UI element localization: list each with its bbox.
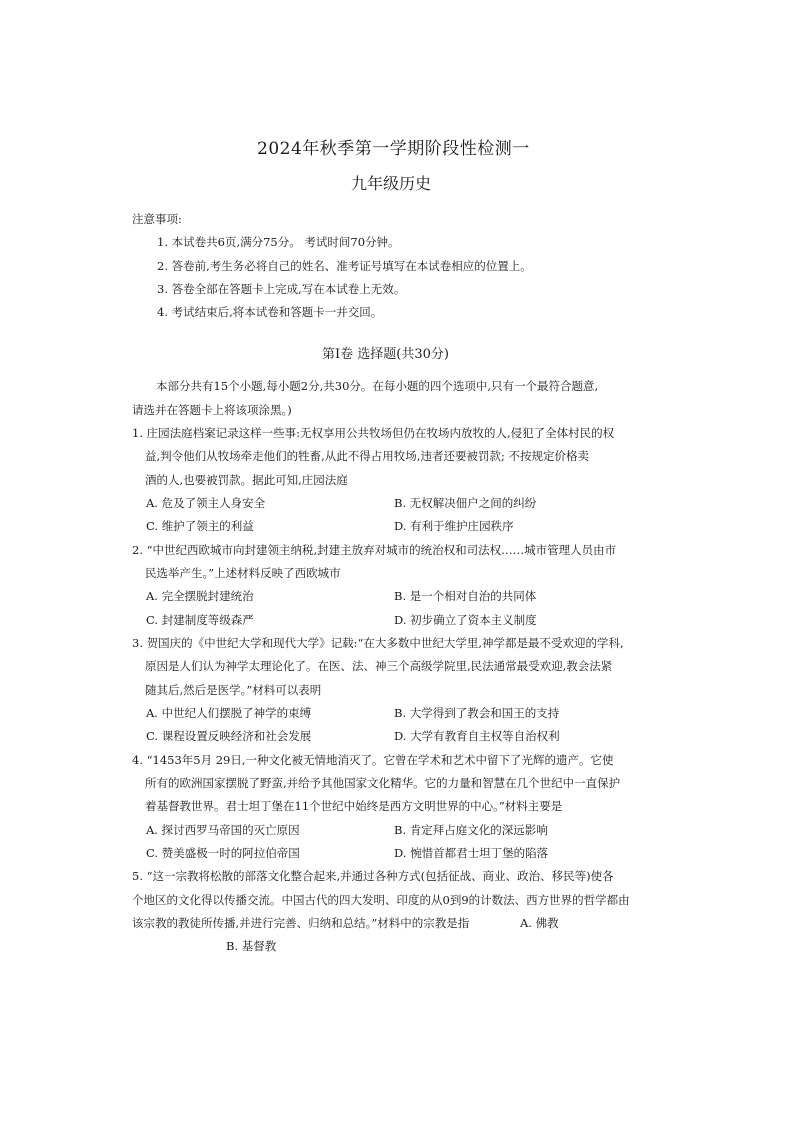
question-3-text: 3. 贺国庆的《中世纪大学和现代大学》记载:“在大多数中世纪大学里,神学都是最不受欢迎的学科,	[132, 636, 624, 650]
question-3-option-b: B. 大学得到了教会和国王的支持	[394, 706, 560, 720]
question-1-text: 1. 庄园法庭档案记录这样一些事:无权享用公共牧场但仍在牧场内放牧的人,侵犯了全体村民的权	[132, 426, 615, 440]
section-title: 第Ⅰ卷 选择题(共30分)	[322, 347, 449, 362]
question-5-text: 5. “这一宗教将松散的部落文化整合起来,并通过各种方式(包括征战、商业、政治、移民等)使各	[132, 869, 614, 883]
notes-item: 3. 答卷全部在答题卡上完成,写在本试卷上无效。	[157, 282, 406, 296]
question-3-option-c: C. 课程设置反映经济和社会发展	[146, 729, 312, 743]
question-2-option-d: D. 初步确立了资本主义制度	[394, 613, 537, 627]
question-1-option-c: C. 维护了领主的利益	[146, 519, 254, 533]
question-2-text: 2. “中世纪西欧城市向封建领主纳税,封建主放弃对城市的统治权和司法权……城市管理人员由市	[132, 543, 617, 557]
question-2-option-a: A. 完全摆脱封建统治	[146, 589, 254, 603]
notes-heading: 注意事项:	[132, 212, 182, 226]
exam-subject: 九年级历史	[351, 174, 432, 193]
question-4-option-d: D. 惋惜首都君士坦丁堡的陷落	[394, 846, 549, 860]
notes-item: 4. 考试结束后,将本试卷和答题卡一并交回。	[157, 305, 383, 319]
question-3-text: 随其后,然后是医学。”材料可以表明	[145, 683, 322, 697]
notes-item: 1. 本试卷共6页,满分75分。 考试时间70分钟。	[157, 235, 400, 249]
question-2-option-b: B. 是一个相对自治的共同体	[394, 589, 537, 603]
question-4-option-a: A. 探讨西罗马帝国的灭亡原因	[146, 823, 300, 837]
question-1-text: 酒的人,也要被罚款。据此可知,庄园法庭	[145, 473, 348, 487]
question-4-text: 所有的欧洲国家摆脱了野蛮,并给予其他国家文化精华。它的力量和智慧在几个世纪中一直保护	[145, 776, 621, 790]
notes-item: 2. 答卷前,考生务必将自己的姓名、准考证号填写在本试卷相应的位置上。	[157, 259, 532, 273]
question-4-text: 着基督教世界。君士坦丁堡在11个世纪中始终是西方文明世界的中心。”材料主要是	[145, 799, 563, 813]
question-1-text: 益,判令他们从牧场牵走他们的牲畜,从此不得占用牧场,违者还要被罚款; 不按规定价格卖	[145, 449, 589, 463]
question-5-text: 个地区的文化得以传播交流。中国古代的四大发明、印度的从0到9的计数法、西方世界的哲学都由	[132, 893, 630, 907]
question-1-option-a: A. 危及了领主人身安全	[146, 496, 266, 510]
question-4-option-b: B. 肯定拜占庭文化的深远影响	[394, 823, 548, 837]
question-5-text: 该宗教的教徒所传播,并进行完善、归纳和总结。”材料中的宗教是指	[132, 916, 470, 930]
question-5-option-a: A. 佛教	[520, 916, 559, 930]
exam-title: 2024年秋季第一学期阶段性检测一	[257, 139, 530, 159]
question-3-text: 原因是人们认为神学太理论化了。在医、法、神三个高级学院里,民法通常最受欢迎,教会法紧	[145, 659, 613, 673]
section-intro: 请选并在答题卡上将该项涂黑。)	[132, 403, 292, 417]
question-2-option-c: C. 封建制度等级森严	[146, 613, 254, 627]
question-2-text: 民选举产生。”上述材料反映了西欧城市	[145, 566, 341, 580]
question-3-option-a: A. 中世纪人们摆脱了神学的束缚	[146, 706, 312, 720]
question-3-option-d: D. 大学有教育自主权等自治权利	[394, 729, 560, 743]
section-intro: 本部分共有15个小题,每小题2分,共30分。在每小题的四个选项中,只有一个最符合题意,	[156, 379, 599, 393]
question-4-text: 4. “1453年5月 29日,一种文化被无情地消灭了。它曾在学术和艺术中留下了光辉的遗产。它使	[132, 753, 614, 767]
question-5-option-b: B. 基督教	[226, 939, 277, 953]
question-4-option-c: C. 赞美盛极一时的阿拉伯帝国	[146, 846, 300, 860]
question-1-option-d: D. 有利于维护庄园秩序	[394, 519, 514, 533]
question-1-option-b: B. 无权解决佃户之间的纠纷	[394, 496, 537, 510]
